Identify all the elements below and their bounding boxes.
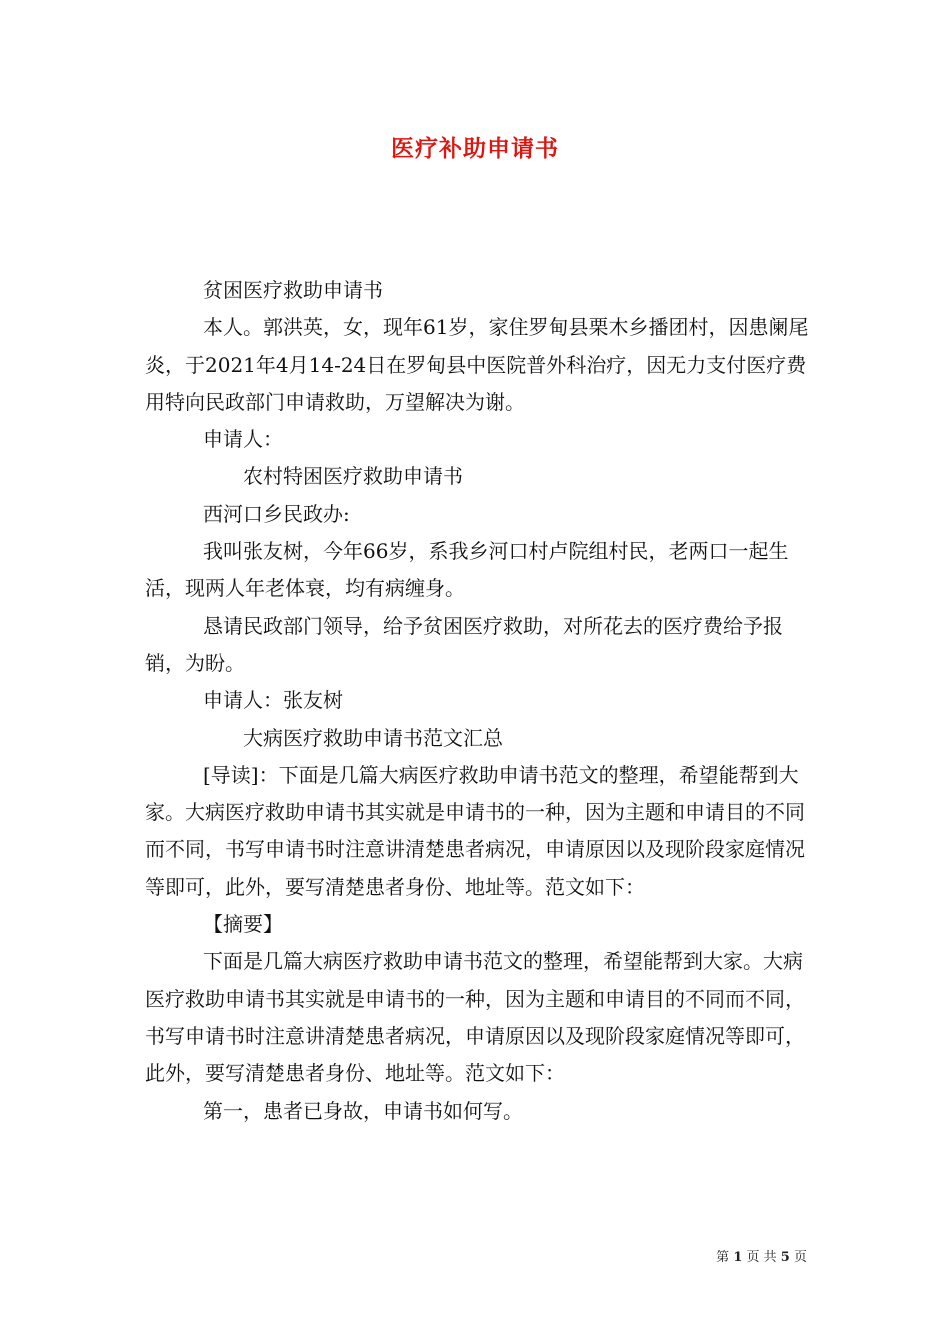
paragraph-abstract-label: 【摘要】 [203, 912, 283, 937]
paragraph-abstract: 下面是几篇大病医疗救助申请书范文的整理，希望能帮到大家。大病医疗救助申请书其实就是申请书的一种，因为主题和申请目的不同而不同，书写申请书时注意讲清楚患者病况，申请原因以及现阶段家庭情况等即可，此外，要写清楚患者身份、地址等。范文如下： [145, 949, 805, 1086]
footer-middle: 页 共 [746, 1250, 777, 1265]
paragraph-statement-guo: 本人。郭洪英，女，现年61岁，家住罗甸县栗木乡播团村，因患阑尾炎，于2021年4月14-24日在罗甸县中医院普外科治疗，因无力支付医疗费用特向民政部门申请救助，万望解决为谢。 [145, 315, 809, 414]
document-body [145, 272, 815, 1130]
document-title: 医疗补助申请书 [391, 135, 559, 162]
footer-prefix: 第 [716, 1250, 730, 1265]
footer-suffix: 页 [793, 1250, 807, 1265]
footer-total-pages: 5 [780, 1250, 790, 1265]
paragraph-heading-rural: 农村特困医疗救助申请书 [243, 464, 463, 489]
paragraph-heading-poverty: 贫困医疗救助申请书 [203, 278, 383, 302]
paragraph-heading-serious: 大病医疗救助申请书范文汇总 [243, 725, 503, 750]
footer-page-number: 1 [733, 1250, 743, 1265]
paragraph-guide: [导读]：下面是几篇大病医疗救助申请书范文的整理，希望能帮到大家。大病医疗救助申请书其实就是申请书的一种，因为主题和申请目的不同而不同，书写申请书时注意讲清楚患者病况，申请原因以及现阶段家庭情况等即可，此外，要写清楚患者身份、地址等。范文如下： [145, 762, 805, 899]
paragraph-applicant-zhang: 申请人：张友树 [203, 688, 343, 713]
paragraph-addressee: 西河口乡民政办: [203, 501, 350, 526]
paragraph-first-point: 第一，患者已身故，申请书如何写。 [203, 1098, 523, 1123]
paragraph-statement-zhang: 我叫张友树，今年66岁，系我乡河口村卢院组村民，老两口一起生活，现两人年老体衰，均有病缠身。 [145, 539, 789, 601]
paragraph-request: 恳请民政部门领导，给予贫困医疗救助，对所花去的医疗费给予报销，为盼。 [145, 613, 783, 675]
paragraph-applicant: 申请人： [203, 427, 283, 452]
page-footer [716, 1246, 807, 1265]
